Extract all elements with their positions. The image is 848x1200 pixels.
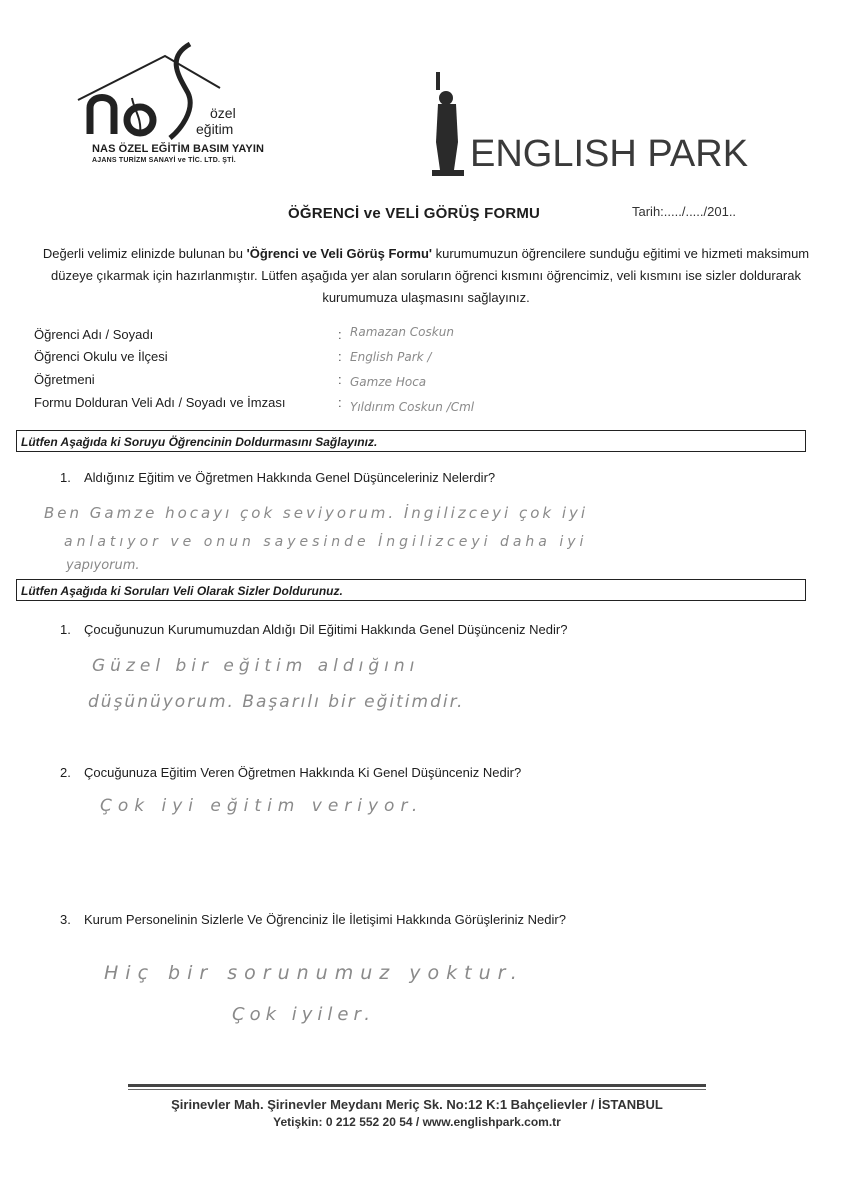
statue-of-liberty-icon [432,72,464,176]
answer-line: Ben Gamze hocayı çok seviyorum. İngilizceyi çok iyi [44,504,589,522]
teacher-label: Öğretmeni [34,372,95,387]
student-school-label: Öğrenci Okulu ve İlçesi [34,349,168,364]
parent-section-heading: Lütfen Aşağıda ki Soruları Veli Olarak Sizler Doldurunuz. [16,579,806,601]
answer-line: Güzel bir eğitim aldığını [92,656,420,676]
intro-text-2: kurumumuzun öğrencilere sunduğu eğitimi ve hizmeti maksimum düzeye çıkarmak için hazırlanmıştır. Lütfen aşağıda yer alan soruların öğrenci kısmını öğrencimiz, veli kısmını ise sizler doldurarak kurumumuza ulaşmasını sağlayınız. [51,246,810,305]
answer-line: anlatıyor ve onun sayesinde İngilizceyi daha iyi [64,534,588,550]
footer-contact: Yetişkin: 0 212 552 20 54 / www.englishpark.com.tr [273,1115,561,1129]
question-number: 3. [60,912,71,927]
nas-company-name: NAS ÖZEL EĞİTİM BASIM YAYIN [92,143,265,155]
answer-line: düşünüyorum. Başarılı bir eğitimdir. [88,692,465,712]
answer-line: yapıyorum. [66,558,140,573]
nas-egitim-text: eğitim [196,121,234,137]
parent-question-3: Kurum Personelinin Sizlerle Ve Öğrenciniz İle İletişimi Hakkında Görüşleriniz Nedir? [84,912,566,927]
student-school-value: English Park / [350,350,432,364]
colon: : [338,372,342,387]
parent-question-1: Çocuğunuzun Kurumumuzdan Aldığı Dil Eğitimi Hakkında Genel Düşünceniz Nedir? [84,622,568,637]
footer-divider [128,1089,706,1090]
student-section-heading: Lütfen Aşağıda ki Soruyu Öğrencinin Doldurmasını Sağlayınız. [16,430,806,452]
colon: : [338,349,342,364]
nas-ozel-text: özel [210,105,236,121]
brand-name: ENGLISH PARK [470,133,749,175]
english-park-logo [428,70,768,180]
form-title: ÖĞRENCİ ve VELİ GÖRÜŞ FORMU [288,205,541,222]
answer-line: Hiç bir sorunumuz yoktur. [104,962,524,984]
question-number: 1. [60,622,71,637]
colon: : [338,327,342,342]
question-number: 2. [60,765,71,780]
colon: : [338,395,342,410]
question-number: 1. [60,470,71,485]
nas-company-subtitle: AJANS TURİZM SANAYİ ve TİC. LTD. ŞTİ. [92,157,236,164]
intro-text-1: Değerli velimiz elinizde bulunan bu [42,246,247,261]
student-name-value: Ramazan Coskun [350,325,454,339]
teacher-value: Gamze Hoca [350,375,427,389]
parent-question-2: Çocuğunuza Eğitim Veren Öğretmen Hakkında Ki Genel Düşünceniz Nedir? [84,765,522,780]
date-field: Tarih:...../...../201.. [632,204,737,219]
footer-divider [128,1084,706,1087]
answer-line: Çok iyi eğitim veriyor. [100,796,424,816]
parent-name-label: Formu Dolduran Veli Adı / Soyadı ve İmzası [34,395,286,410]
footer-address: Şirinevler Mah. Şirinevler Meydanı Meriç Sk. No:12 K:1 Bahçelievler / İSTANBUL [171,1097,663,1112]
student-name-label: Öğrenci Adı / Soyadı [34,327,154,342]
student-question-1: Aldığınız Eğitim ve Öğretmen Hakkında Genel Düşünceleriniz Nelerdir? [84,470,496,485]
answer-line: Çok iyiler. [232,1004,375,1025]
intro-paragraph [36,243,816,309]
intro-text-bold: 'Öğrenci ve Veli Görüş Formu' [246,246,432,261]
parent-name-value: Yıldırım Coskun /Cml [350,400,475,414]
